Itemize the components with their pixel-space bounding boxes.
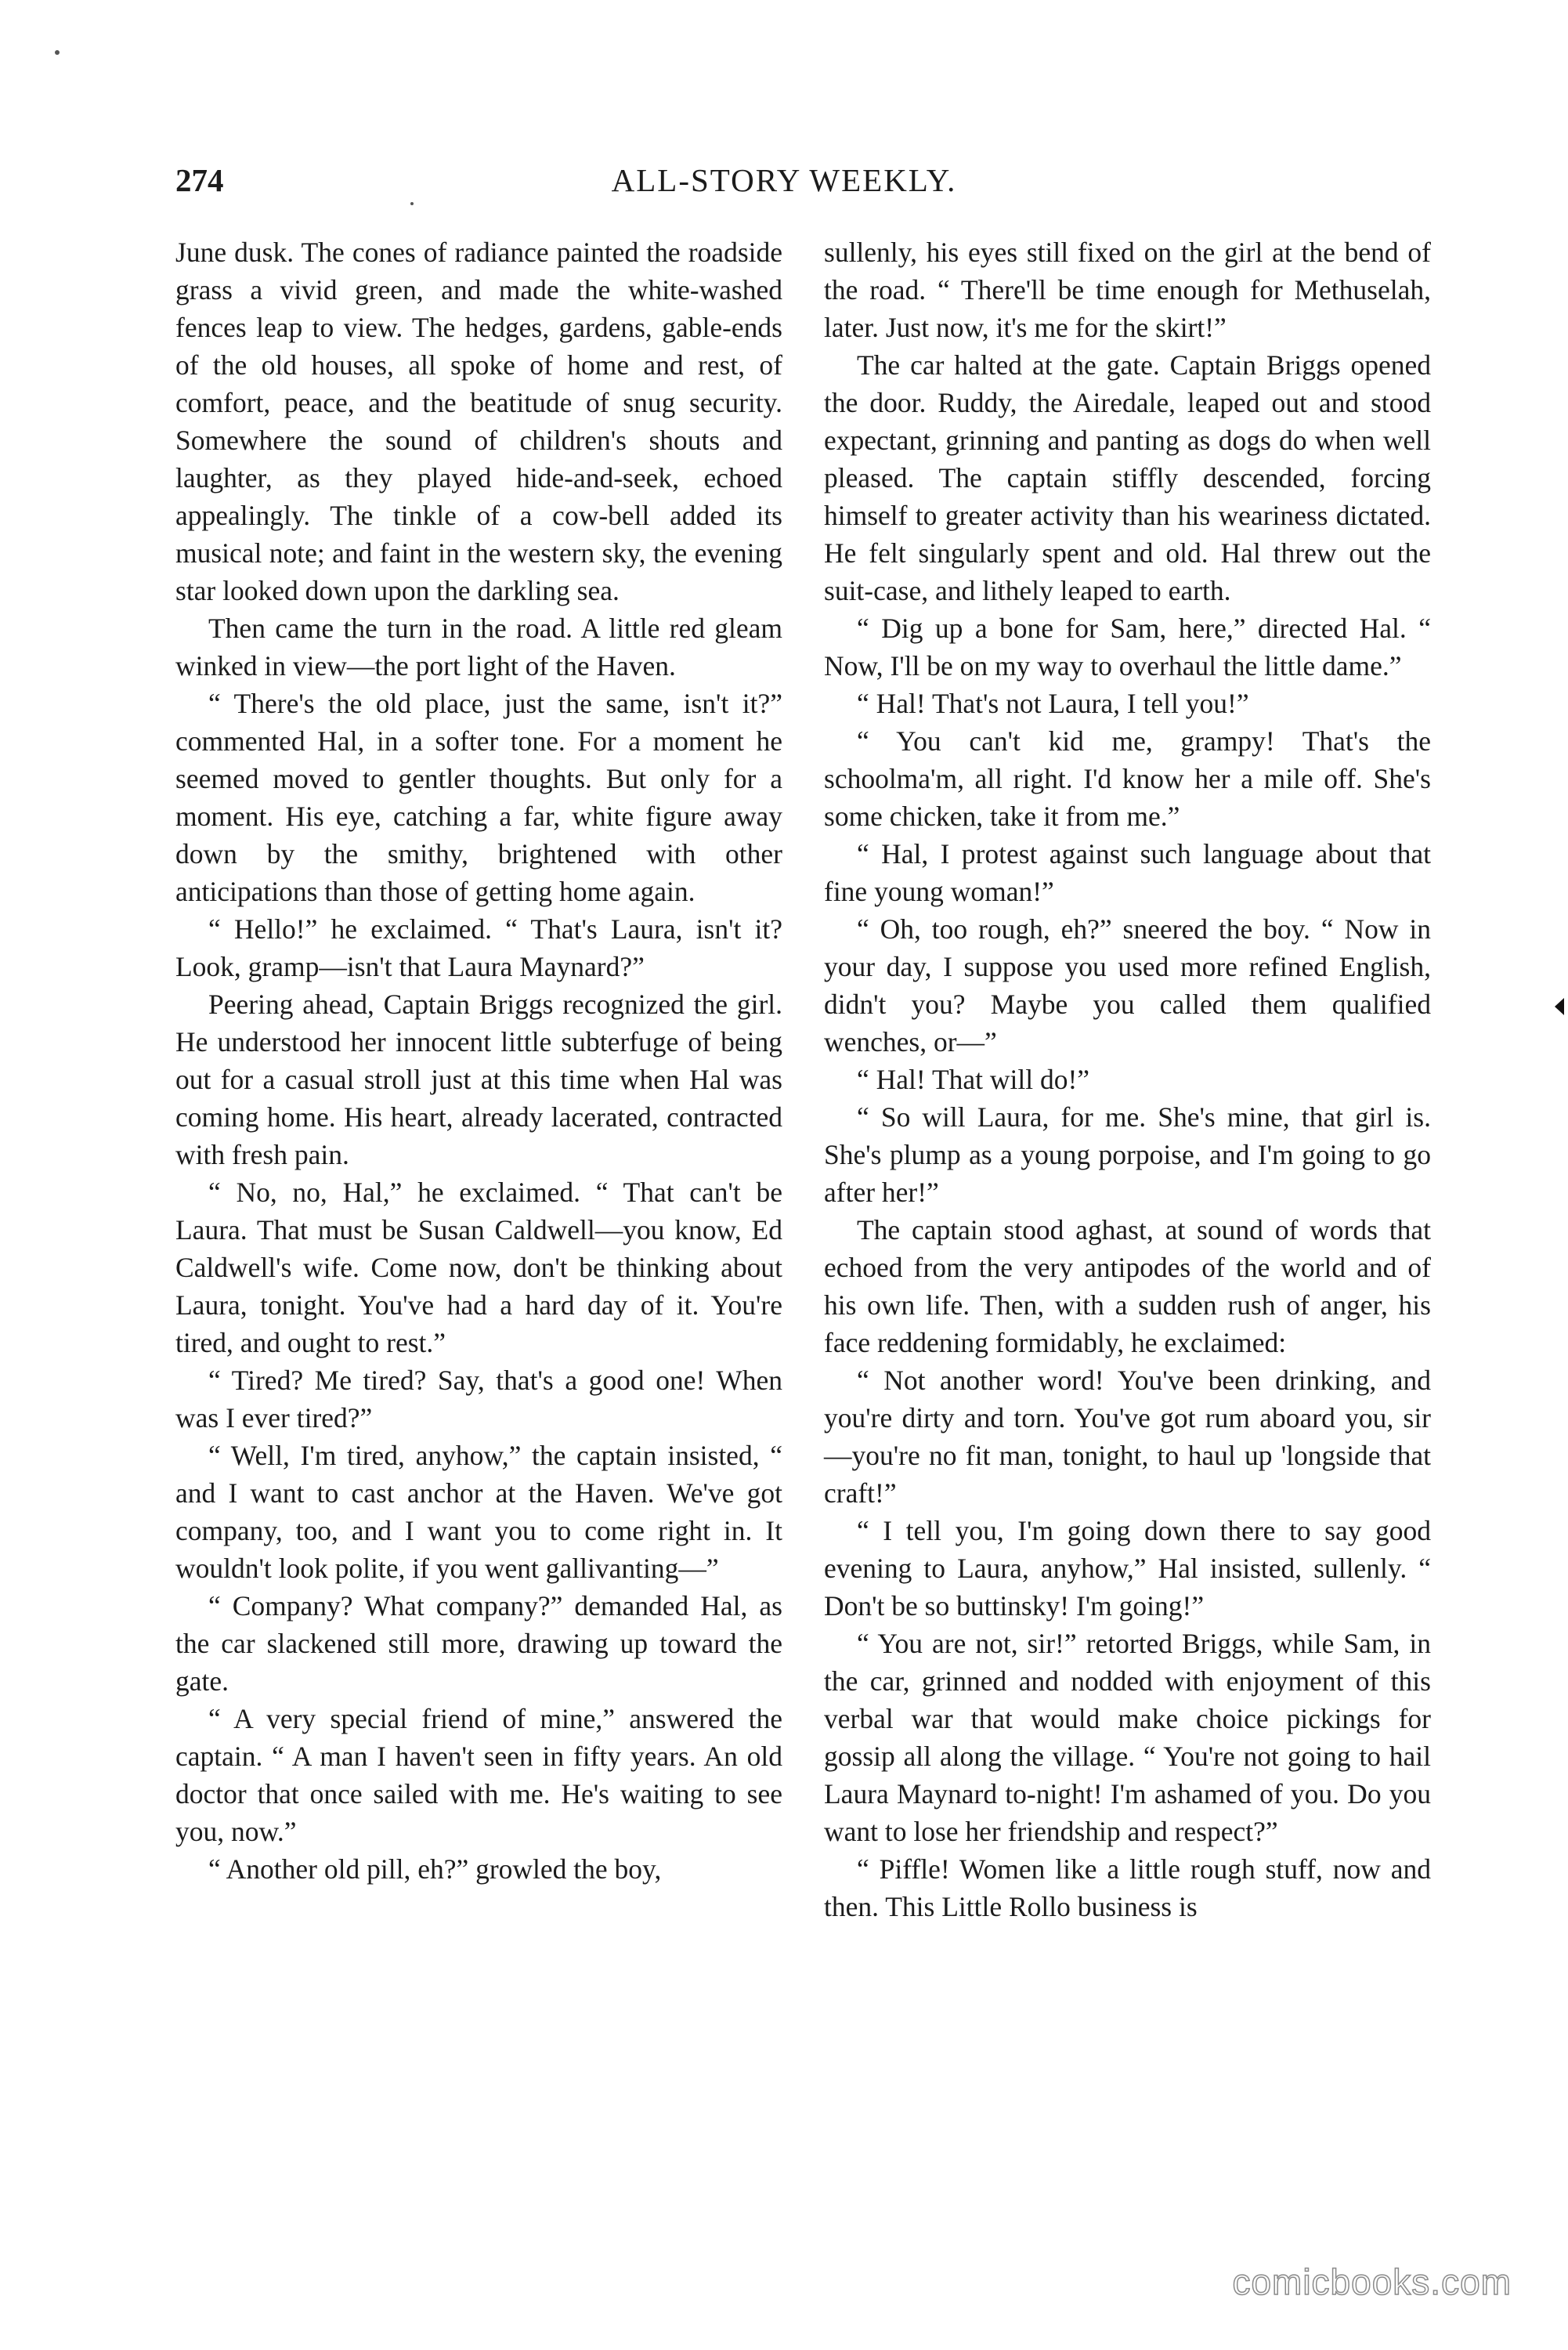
dust-speck (55, 50, 60, 55)
paragraph: “ You can't kid me, grampy! That's the schoolma'm, all right. I'd know her a mile off. She's some chicken, take it from me.” (824, 725, 1431, 832)
paragraph: “ Another old pill, eh?” growled the boy, (208, 1853, 662, 1885)
paragraph: The car halted at the gate. Captain Briggs opened the door. Ruddy, the Airedale, leaped out and stood expectant, grinning and panting as dogs do when well pleased. The captain stiffly descended, forcing himself to greater activity than his weariness dictated. He felt singularly spent and old. Hal threw out the suit-case, and lithely leaped to earth. (824, 349, 1431, 606)
running-title: ALL-STORY WEEKLY. (611, 162, 957, 198)
paragraph: “ Hal! That's not Laura, I tell you!” (857, 688, 1249, 719)
paragraph: “ Well, I'm tired, anyhow,” the captain insisted, “ and I want to cast anchor at the Haven. We've got company, too, and I want you to come right in. It wouldn't look polite, if you went gallivanting—” (175, 1440, 782, 1584)
paragraph: “ Tired? Me tired? Say, that's a good one! When was I ever tired?” (175, 1365, 782, 1434)
paragraph: “ Company? What company?” demanded Hal, as the car slackened still more, drawing up toward the gate. (175, 1590, 782, 1697)
paragraph: The captain stood aghast, at sound of words that echoed from the very antipodes of the world and of his own life. Then, with a sudden rush of anger, his face reddening formidably, he exclaimed: (824, 1214, 1431, 1358)
paragraph: “ Dig up a bone for Sam, here,” directed Hal. “ Now, I'll be on my way to overhaul the little dame.” (824, 613, 1431, 682)
paragraph: “ I tell you, I'm going down there to say good evening to Laura, anyhow,” Hal insisted, sullenly. “ Don't be so buttinsky! I'm going!” (824, 1515, 1431, 1622)
paragraph: June dusk. The cones of radiance painted the roadside grass a vivid green, and made the white-washed fences leap to view. The hedges, gardens, gable-ends of the old houses, all spoke of home and rest, of comfort, peace, and the beatitude of snug security. Somewhere the sound of children's shouts and laughter, as they played hide-and-seek, echoed appealingly. The tinkle of a cow-bell added its musical note; and faint in the western sky, the evening star looked down upon the darkling sea. (175, 237, 782, 606)
paragraph: “ So will Laura, for me. She's mine, that girl is. She's plump as a young porpoise, and I'm going to go after her!” (824, 1101, 1431, 1208)
paragraph: “ Not another word! You've been drinking, and you're dirty and torn. You've got rum aboard you, sir—you're no fit man, tonight, to haul up 'longside that craft!” (824, 1365, 1431, 1509)
watermark-logo: comicbooks.com (1232, 2261, 1512, 2302)
left-column (175, 233, 782, 1888)
page-number: 274 (175, 162, 224, 198)
paragraph: “ Hal! That will do!” (857, 1064, 1090, 1095)
paragraph: “ There's the old place, just the same, isn't it?” commented Hal, in a softer tone. For a moment he seemed moved to gentler thoughts. But only for a moment. His eye, catching a far, white figure away down by the smithy, brightened with other anticipations than those of getting home again. (175, 688, 782, 907)
paragraph: “ Hal, I protest against such language about that fine young woman!” (824, 838, 1431, 907)
paragraph: “ Hello!” he exclaimed. “ That's Laura, isn't it? Look, gramp—isn't that Laura Maynard?” (175, 913, 782, 982)
dust-speck (410, 202, 414, 205)
right-column (824, 233, 1431, 1925)
paragraph: “ A very special friend of mine,” answered the captain. “ A man I haven't seen in fifty years. An old doctor that once sailed with me. He's waiting to see you, now.” (175, 1703, 782, 1847)
paragraph: “ You are not, sir!” retorted Briggs, while Sam, in the car, grinned and nodded with enjoyment of this verbal war that would make choice pickings for gossip all along the village. “ You're not going to hail Laura Maynard to-night! I'm ashamed of you. Do you want to lose her friendship and respect?” (824, 1628, 1431, 1847)
page-header (0, 161, 1568, 208)
paragraph: Then came the turn in the road. A little red gleam winked in view—the port light of the Haven. (175, 613, 782, 682)
margin-arrow-icon (1555, 998, 1564, 1015)
paragraph: sullenly, his eyes still fixed on the girl at the bend of the road. “ There'll be time enough for Methuselah, later. Just now, it's me for the skirt!” (824, 237, 1431, 343)
paragraph: Peering ahead, Captain Briggs recognized the girl. He understood her innocent little subterfuge of being out for a casual stroll just at this time when Hal was coming home. His heart, already lacerated, contracted with fresh pain. (175, 989, 782, 1170)
paragraph: “ No, no, Hal,” he exclaimed. “ That can't be Laura. That must be Susan Caldwell—you know, Ed Caldwell's wife. Come now, don't be thinking about Laura, tonight. You've had a hard day of it. You're tired, and ought to rest.” (175, 1177, 782, 1358)
paragraph: “ Piffle! Women like a little rough stuff, now and then. This Little Rollo business is (824, 1853, 1431, 1922)
paragraph: “ Oh, too rough, eh?” sneered the boy. “ Now in your day, I suppose you used more refined English, didn't you? Maybe you called them qualified wenches, or—” (824, 913, 1431, 1058)
